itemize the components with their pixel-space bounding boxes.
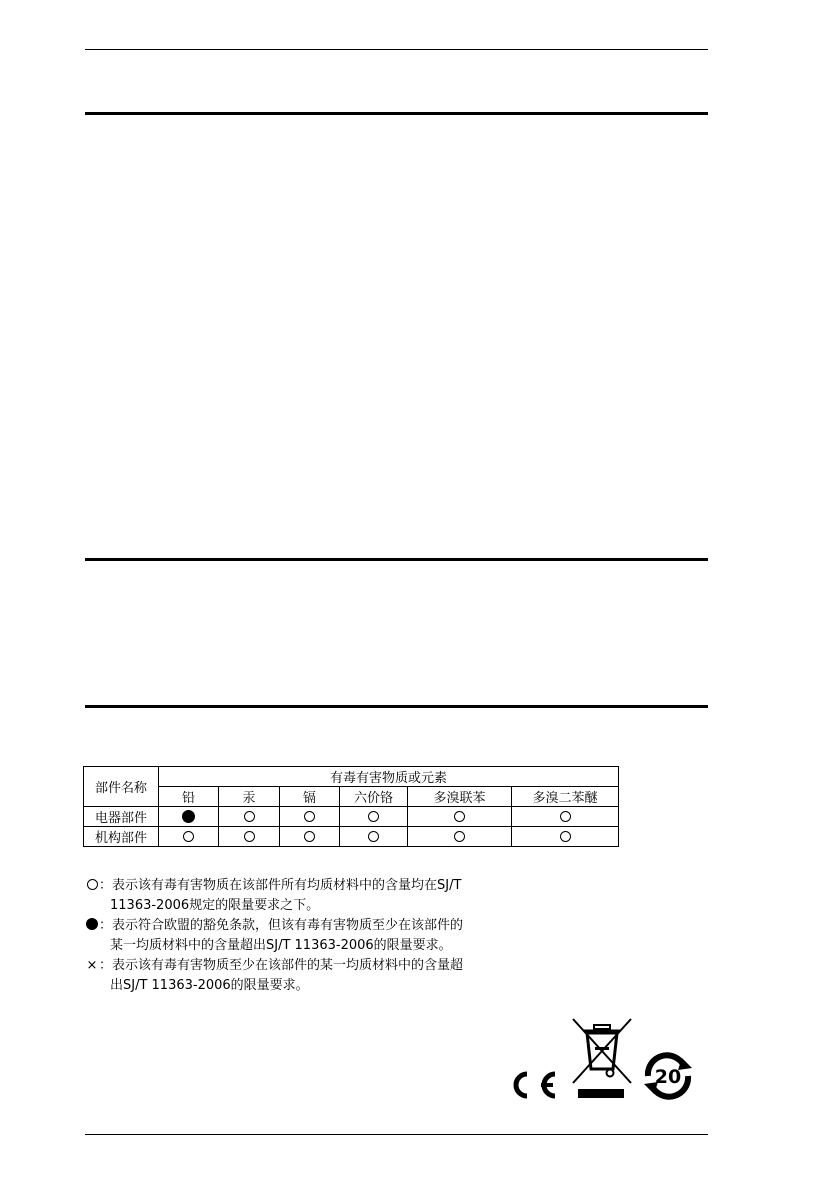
section-rule-2 [85,558,708,561]
mark-cell [219,807,280,827]
mark-cell [280,827,340,847]
mark-cell [340,827,408,847]
mark-cell [340,807,408,827]
mark-icon [368,811,379,822]
note-filled-cont: 某一均质材料中的含量超出SJ/T 11363-2006的限量要求。 [110,938,452,953]
substance-header: 多溴二苯醚 [512,787,619,807]
mark-cell [408,827,512,847]
mark-cell [159,827,219,847]
note-cross: × ：表示该有毒有害物质至少在该部件的某一均质材料中的含量超 [85,956,525,976]
header-substance-group: 有毒有害物质或元素 [159,767,619,787]
mark-cell [280,807,340,827]
note-cross-cont: 出SJ/T 11363-2006的限量要求。 [110,978,309,993]
section-rule-1 [85,112,708,115]
mark-icon [368,831,379,842]
mark-cell [159,807,219,827]
ce-mark-icon [505,1070,559,1100]
note-filled: ：表示符合欧盟的豁免条款，但该有毒有害物质至少在该部件的 [85,916,525,936]
mark-icon [304,831,315,842]
filled-circle-icon [85,916,99,936]
substance-header-row [84,787,619,807]
efup-20-icon [640,1052,696,1100]
cross-icon: × [86,958,98,973]
note-open-cont: 11363-2006规定的限量要求之下。 [110,898,320,913]
open-circle-icon [85,876,99,896]
mark-icon [454,831,465,842]
table-row [84,827,619,847]
mark-icon [454,811,465,822]
substance-header: 铅 [159,787,219,807]
part-name: 机构部件 [84,827,159,847]
top-rule [85,49,708,50]
mark-icon [244,831,255,842]
mark-icon [304,811,315,822]
mark-cell [408,807,512,827]
table-row [84,807,619,827]
substance-header: 镉 [280,787,340,807]
note-open: ：表示该有毒有害物质在该部件所有均质材料中的含量均在SJ/T [85,876,525,896]
substance-header: 六价铬 [340,787,408,807]
header-part-name: 部件名称 [84,767,159,807]
mark-cell [512,807,619,827]
bottom-rule [85,1134,708,1135]
hazardous-substance-table [83,766,619,847]
mark-cell [512,827,619,847]
substance-header: 多溴联苯 [408,787,512,807]
mark-icon [182,810,195,823]
weee-bin-icon [570,1017,636,1099]
svg-text:20: 20 [654,1066,682,1088]
part-name: 电器部件 [84,807,159,827]
mark-cell [219,827,280,847]
mark-icon [560,831,571,842]
legend-notes [85,876,525,996]
mark-icon [183,831,194,842]
substance-header: 汞 [219,787,280,807]
section-rule-3 [85,705,708,708]
mark-icon [560,811,571,822]
mark-icon [244,811,255,822]
